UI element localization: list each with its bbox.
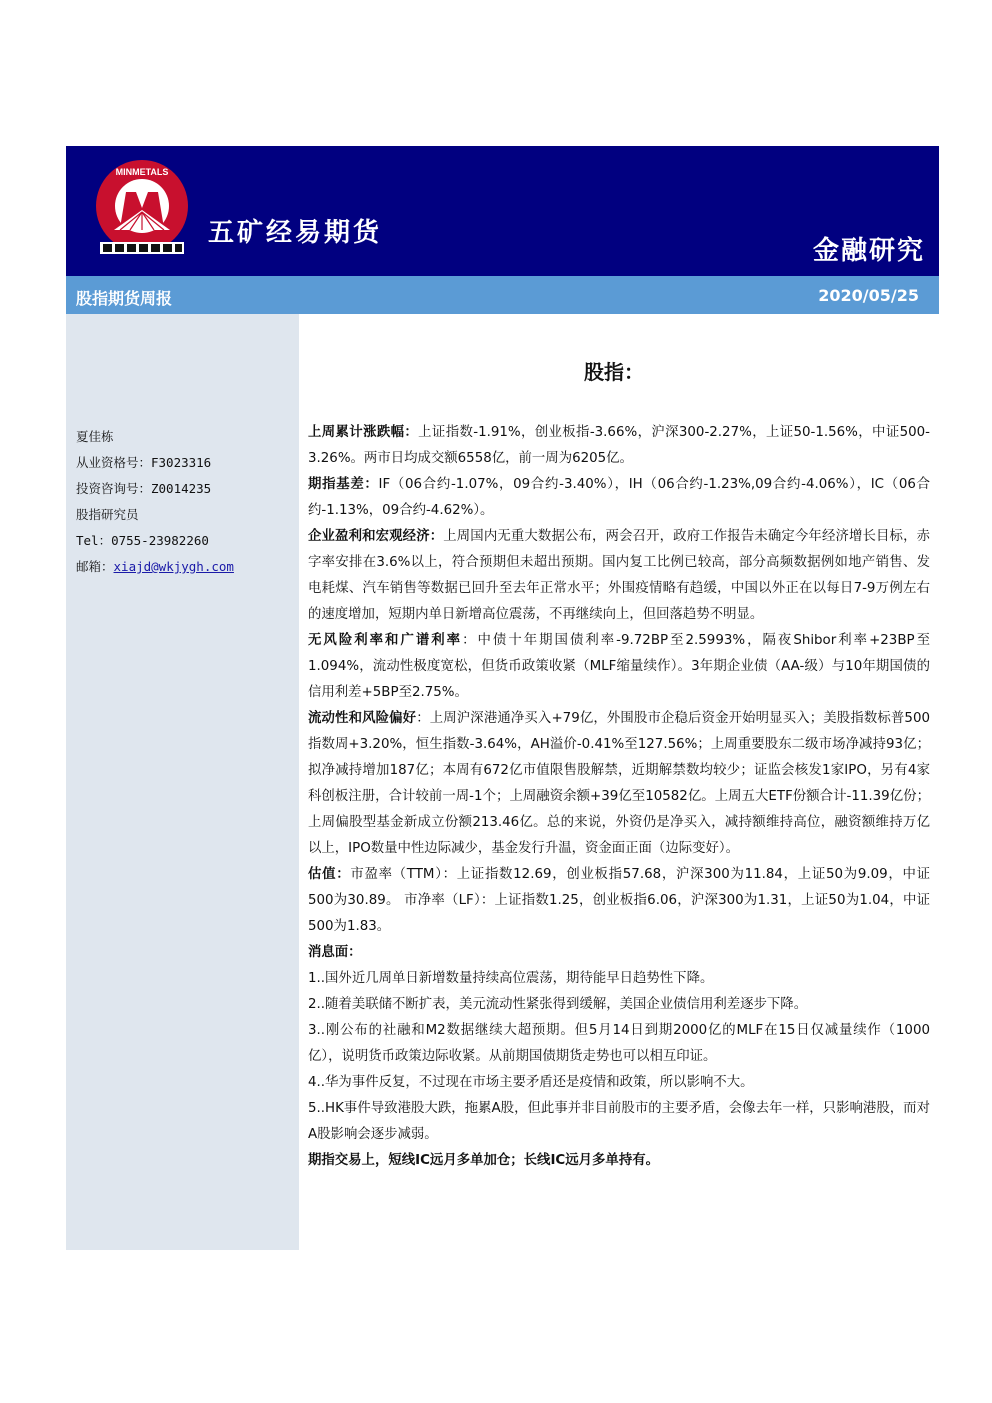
news-item: 2..随着美联储不断扩表，美元流动性紧张得到缓解，美国企业债信用利差逐步下降。 [308, 997, 808, 1012]
report-header [66, 146, 939, 276]
paragraph [308, 862, 930, 940]
report-body [308, 420, 930, 1174]
author-name: 夏佳栋 [76, 429, 114, 444]
paragraph-label: 企业盈利和宏观经济： [308, 529, 444, 544]
report-subtitle-bar [66, 276, 939, 314]
author-phone: Tel：0755-23982260 [76, 533, 209, 548]
author-sidebar [66, 314, 299, 1250]
paragraph-label: 流动性和风险偏好 [308, 711, 417, 726]
paragraph [308, 940, 930, 966]
trading-conclusion [308, 1148, 930, 1174]
department-name: 金融研究 [812, 236, 925, 266]
author-info [76, 424, 234, 580]
paragraph-label: 消息面： [308, 945, 362, 960]
paragraph-text: IF（06合约-1.07%，09合约-3.40%），IH（06合约-1.23%,09合约-4.06%），IC（06合约-1.13%，09合约-4.62%）。 [308, 477, 930, 518]
author-email-row [76, 554, 234, 580]
author-license: 从业资格号：F3023316 [76, 455, 212, 470]
author-role: 股指研究员 [76, 507, 139, 522]
email-link[interactable]: xiajd@wkjygh.com [113, 559, 234, 574]
email-label: 邮箱： [76, 559, 114, 574]
paragraph-label: 估值： [308, 867, 351, 882]
paragraph [308, 524, 930, 628]
news-item: 5..HK事件导致港股大跌，拖累A股，但此事并非目前股市的主要矛盾，会像去年一样，只影响港股，而对A股影响会逐步减弱。 [308, 1101, 930, 1142]
paragraph [308, 472, 930, 524]
paragraph [308, 706, 930, 862]
news-item: 3..刚公布的社融和M2数据继续大超预期。但5月14日到期2000亿的MLF在15日仅减量续作（1000亿），说明货币政策边际收紧。从前期国债期货走势也可以相互印证。 [308, 1023, 930, 1064]
paragraph-text: 上周国内无重大数据公布，两会召开，政府工作报告未确定今年经济增长目标，赤字率安排在3.6%以上，符合预期但未超出预期。国内复工比例已较高，部分高频数据例如地产销售、发电耗煤、汽车销售等数据已回升至去年正常水平；外围疫情略有趋缓，中国以外正在以每日7-9万例左右的速度增加，短期内单日新增高位震荡，不再继续向上，但回落趋势不明显。 [308, 529, 931, 622]
news-item: 1..国外近几周单日新增数量持续高位震荡，期待能早日趋势性下降。 [308, 971, 714, 986]
author-advisory-number: 投资咨询号：Z0014235 [76, 481, 212, 496]
report-date: 2020/05/25 [818, 286, 919, 305]
section-title: 股指： [584, 360, 644, 384]
paragraph [308, 420, 930, 472]
minmetals-logo-icon [90, 158, 194, 266]
paragraph-text: ：上周沪深港通净买入+79亿，外围股市企稳后资金开始明显买入；美股指数标普500指数周+3.20%，恒生指数-3.64%，AH溢价-0.41%至127.56%；上周重要股东二级市场净减持93亿；拟净减持增加187亿；本周有672亿市值限售股解禁，近期解禁数均较少；证监会核发1家IPO，另有4家科创板注册，合计较前一周-1个；上周融资余额+39亿至10582亿。上周五大ETF份额合计-11.39亿份；上周偏股型基金新成立份额213.46亿。总的来说，外资仍是净买入，减持额维持高位，融资额维持万亿以上，IPO数量中性边际减少，基金发行升温，资金面正面（边际变好）。 [308, 711, 930, 856]
paragraph [308, 628, 930, 706]
conclusion-text: 期指交易上，短线IC远月多单加仓；长线IC远月多单持有。 [308, 1153, 659, 1168]
report-title: 股指期货周报 [76, 289, 173, 308]
paragraph-label: 期指基差： [308, 477, 379, 492]
paragraph-label: 无风险利率和广谱利率 [308, 633, 463, 648]
logo-lettering: MINMETALS [115, 167, 169, 177]
paragraph-text: ：中债十年期国债利率-9.72BP至2.5993%，隔夜Shibor利率+23BP至1.094%，流动性极度宽松，但货币政策收紧（MLF缩量续作）。3年期企业债（AA-级）与10年期国债的信用利差+5BP至2.75%。 [308, 633, 930, 700]
paragraph-text: 上证指数-1.91%，创业板指-3.66%，沪深300-2.27%，上证50-1.56%，中证500-3.26%。两市日均成交额6558亿，前一周为6205亿。 [308, 425, 930, 466]
company-name: 五矿经易期货 [208, 218, 383, 248]
paragraph-text: 市盈率（TTM）：上证指数12.69，创业板指57.68，沪深300为11.84，上证50为9.09，中证500为30.89。 市净率（LF）：上证指数1.25，创业板指6.06，沪深300为1.31，上证50为1.04，中证500为1.83。 [308, 867, 930, 934]
paragraph-label: 上周累计涨跌幅： [308, 425, 419, 440]
news-item: 4..华为事件反复，不过现在市场主要矛盾还是疫情和政策，所以影响不大。 [308, 1075, 754, 1090]
